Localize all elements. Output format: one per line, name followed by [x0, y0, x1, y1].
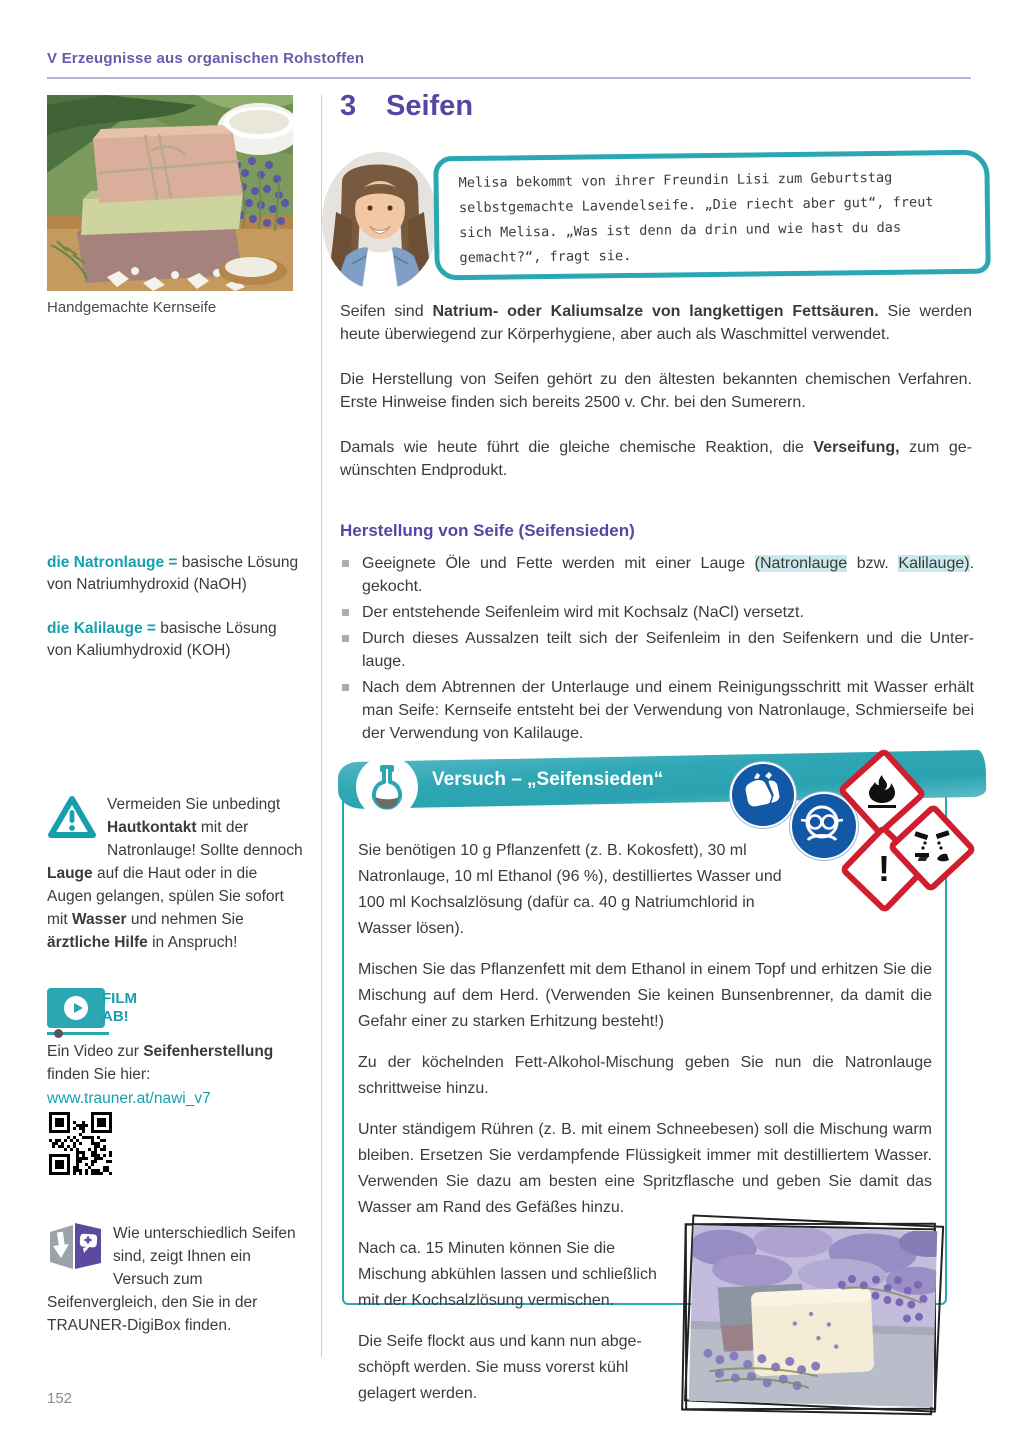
- experiment-box: [342, 769, 947, 1402]
- photo-caption: Handgemachte Kernseife: [47, 299, 217, 316]
- process-bullet-list: [340, 552, 974, 748]
- ghs-exclamation-icon: !: [839, 824, 929, 914]
- video-hint: Ein Video zur Seifenherstellung finden Sie hier: www.trauner.at/nawi_v7: [47, 1040, 303, 1110]
- experiment-step: Nach ca. 15 Minuten können Sie die Mischung abkühlen lassen und schließlich mit der Kochsalzlösung vermischen.: [358, 1240, 657, 1309]
- chapter-breadcrumb: V Erzeugnisse aus organischen Rohstoffen: [47, 50, 365, 67]
- film-ab-label: FILM AB!: [102, 990, 137, 1025]
- experiment-instructions: [358, 838, 932, 1422]
- page-number: 152: [47, 1390, 73, 1407]
- wear-gloves-icon: [730, 762, 796, 828]
- section-number: 3: [340, 90, 357, 122]
- digibox-text: Wie unterschiedlich Seifen sind, zeigt Ihnen ein Versuch zum Seifenvergleich, den Sie in der TRAUNER-DigiBox finden.: [47, 1225, 296, 1334]
- section-label: Seifen: [386, 90, 474, 122]
- student-portrait-photo: [322, 152, 438, 290]
- header-divider: [47, 77, 971, 79]
- round-flask-icon: [356, 756, 418, 818]
- intro-paragraphs: [340, 300, 972, 504]
- experiment-step: Mischen Sie das Pflanzenfett mit dem Ethanol in einem Topf und erhitzen Sie die Mischung auf dem Herd. (Verwenden Sie keinen Bunsenbrenner, da damit die Gefahr einer zu starken Erhitzung besteht!): [358, 961, 932, 1030]
- bullet-item: Nach dem Abtrennen der Unterlauge und einem Reinigungsschritt mit Wasser erhält man Seife: Kernseife entsteht bei der Verwendung von Natronlauge, Schmierseife bei der Verwendung von Kalilauge.: [340, 676, 974, 745]
- speech-bubble-text: Melisa bekommt von ihrer Freundin Lisi zum Geburtstag selbstgemachte Lavendelseife. „Die riecht aber gut“, freut sich Melisa. „Was ist denn da drin und wie hast du das gemacht?“, fragt sie.: [458, 169, 934, 267]
- soap-stack-illustration: [47, 95, 293, 291]
- digibox-note: [47, 1222, 307, 1337]
- play-video-icon: [47, 988, 109, 1035]
- warning-text: Vermeiden Sie unbedingt Hautkontakt mit der Natronlauge! Sollte dennoch Lauge auf die Haut oder in die Augen gelangen, spülen Sie sofort mit Wasser und nehmen Sie ärztliche Hilfe in Anspruch!: [47, 796, 303, 951]
- speech-bubble: [433, 150, 990, 281]
- section-title: [340, 90, 473, 123]
- qr-code: [49, 1112, 112, 1175]
- safety-warning-note: [47, 793, 305, 954]
- digibox-cube-icon: [47, 1222, 103, 1281]
- bullet-item: Durch dieses Aussalzen teilt sich der Seifenleim in den Seifenkern und die Unterlauge.: [340, 627, 974, 673]
- bullet-item: Der entstehende Seifenleim wird mit Kochsalz (NaCl) versetzt.: [340, 601, 974, 624]
- paragraph: Die Herstellung von Seifen gehört zu den ältesten bekannten chemischen Verfahren. Erste Hinweise finden sich bereits 2500 v. Chr. bei den Sumerern.: [340, 371, 972, 411]
- kernseife-photo: [47, 95, 293, 291]
- margin-definitions: [47, 552, 303, 684]
- lavender-soap-photo: [688, 1225, 934, 1407]
- paragraph: Damals wie heute führt die gleiche chemische Reaktion, die Verseifung, zum gewünschten Endprodukt.: [340, 439, 972, 479]
- subsection-heading: Herstellung von Seife (Seifensieden): [340, 521, 635, 540]
- paragraph: Seifen sind Natrium- oder Kaliumsalze von langkettigen Fettsäuren. Sie werden heute überwiegend zur Körperhygiene, aber auch als Waschmittel verwendet.: [340, 303, 972, 343]
- experiment-step: Die Seife flockt aus und kann nun abgeschöpft werden. Sie muss vorerst kühl gelagert werden.: [358, 1333, 642, 1402]
- experiment-step: Sie benötigen 10 g Pflanzenfett (z. B. Kokosfett), 30 ml Natronlauge, 10 ml Ethanol (96 %), destilliertes Wasser und 100 ml Kochsalzlösung (dafür ca. 40 g Natriumchlorid in Wasser lösen).: [358, 842, 782, 937]
- bullet-item: Geeignete Öle und Fette werden mit einer Lauge (Natronlauge bzw. Kalilauge). gekocht.: [340, 552, 974, 598]
- definition-kalilauge: die Kalilauge = basische Lösung von Kaliumhydroxid (KOH): [47, 620, 277, 659]
- experiment-title: Versuch – „Seifensieden“: [432, 769, 664, 790]
- warning-triangle-icon: [47, 795, 97, 847]
- experiment-step: Zu der köchelnden Fett-Alkohol-Mischung geben Sie nun die Natronlauge schrittweise hinzu.: [358, 1054, 932, 1097]
- video-link[interactable]: www.trauner.at/nawi_v7: [47, 1090, 211, 1107]
- definition-natronlauge: die Natronlauge = basische Lösung von Natriumhydroxid (NaOH): [47, 554, 299, 593]
- experiment-step: Unter ständigem Rühren (z. B. mit einem Schneebesen) soll die Mischung warm bleiben. Ersetzen Sie verdampfende Flüssigkeit immer mit destilliertem Wasser. Verwenden Sie dazu am besten eine Spritzflasche und geben Sie damit das Wasser am Rand des Gefäßes hinzu.: [358, 1121, 932, 1216]
